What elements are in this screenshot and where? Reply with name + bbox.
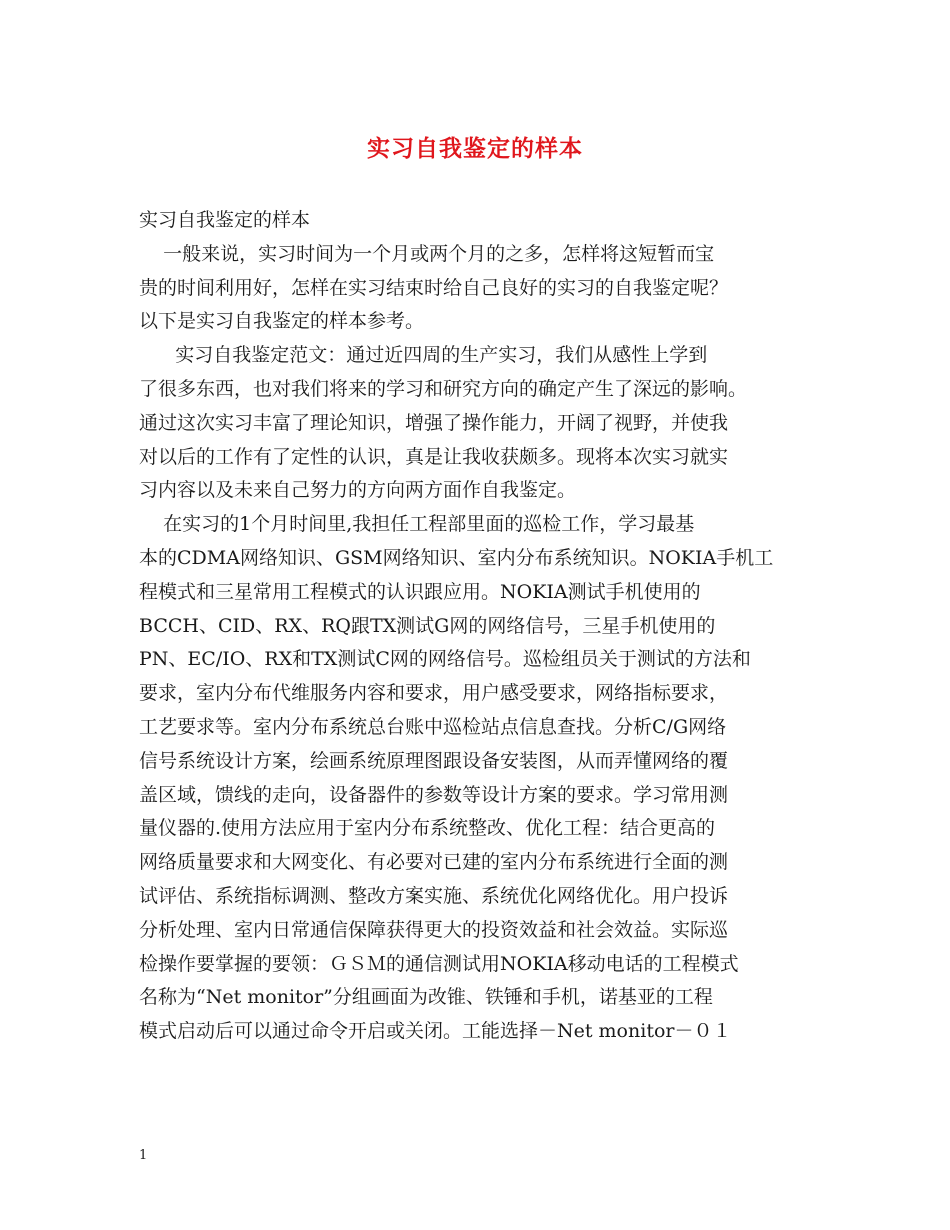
body-line: 习内容以及未来自己努力的方向两方面作自我鉴定。 (139, 479, 577, 502)
document-title: 实习自我鉴定的样本 (367, 135, 583, 162)
body-line: 名称为“Net monitor”分组画面为改锥、铁锤和手机，诺基亚的工程 (139, 986, 713, 1009)
body-line: 信号系统设计方案，绘画系统原理图跟设备安装图，从而弄懂网络的覆 (139, 749, 729, 772)
body-line: 模式启动后可以通过命令开启或关闭。工能选择－Net monitor－０１ (139, 1020, 732, 1043)
body-line: 盖区域，馈线的走向，设备器件的参数等设计方案的要求。学习常用测 (139, 783, 729, 806)
body-line: 本的CDMA网络知识、GSM网络知识、室内分布系统知识。NOKIA手机工 (139, 546, 774, 569)
body-line: 一般来说，实习时间为一个月或两个月的之多，怎样将这短暂而宝 (139, 242, 715, 265)
body-line: 网络质量要求和大网变化、有必要对已建的室内分布系统进行全面的测 (139, 851, 729, 874)
body-line: 分析处理、室内日常通信保障获得更大的投资效益和社会效益。实际巡 (139, 918, 729, 941)
body-line: 了很多东西，也对我们将来的学习和研究方向的确定产生了深远的影响。 (139, 377, 748, 400)
body-line: 程模式和三星常用工程模式的认识跟应用。NOKIA测试手机使用的 (139, 580, 701, 603)
document-body (139, 204, 819, 1049)
body-line: 在实习的1个月时间里,我担任工程部里面的巡检工作，学习最基 (139, 513, 695, 536)
page-number: 1 (139, 1148, 148, 1163)
body-line: PN、EC/IO、RX和TX测试C网的网络信号。巡检组员关于测试的方法和 (139, 648, 751, 671)
body-line: 通过这次实习丰富了理论知识，增强了操作能力，开阔了视野，并使我 (139, 411, 729, 434)
body-line: 以下是实习自我鉴定的样本参考。 (139, 310, 425, 333)
body-line: 试评估、系统指标调测、整改方案实施、系统优化网络优化。用户投诉 (139, 884, 729, 907)
body-line: 检操作要掌握的要领：ＧＳＭ的通信测试用NOKIA移动电话的工程模式 (139, 952, 739, 975)
body-line: 实习自我鉴定范文：通过近四周的生产实习，我们从感性上学到 (139, 344, 708, 367)
body-line: 实习自我鉴定的样本 (139, 209, 311, 231)
body-line: 要求，室内分布代维服务内容和要求，用户感受要求，网络指标要求， (139, 682, 729, 705)
body-line: 对以后的工作有了定性的认识，真是让我收获颇多。现将本次实习就实 (139, 445, 729, 468)
body-line: 贵的时间利用好，怎样在实习结束时给自己良好的实习的自我鉴定呢？ (139, 276, 729, 299)
body-line: 工艺要求等。室内分布系统总台账中巡检站点信息查找。分析C/G网络 (139, 715, 727, 738)
body-line: BCCH、CID、RX、RQ跟TX测试G网的网络信号，三星手机使用的 (139, 614, 716, 637)
body-line: 量仪器的.使用方法应用于室内分布系统整改、优化工程：结合更高的 (139, 817, 716, 840)
